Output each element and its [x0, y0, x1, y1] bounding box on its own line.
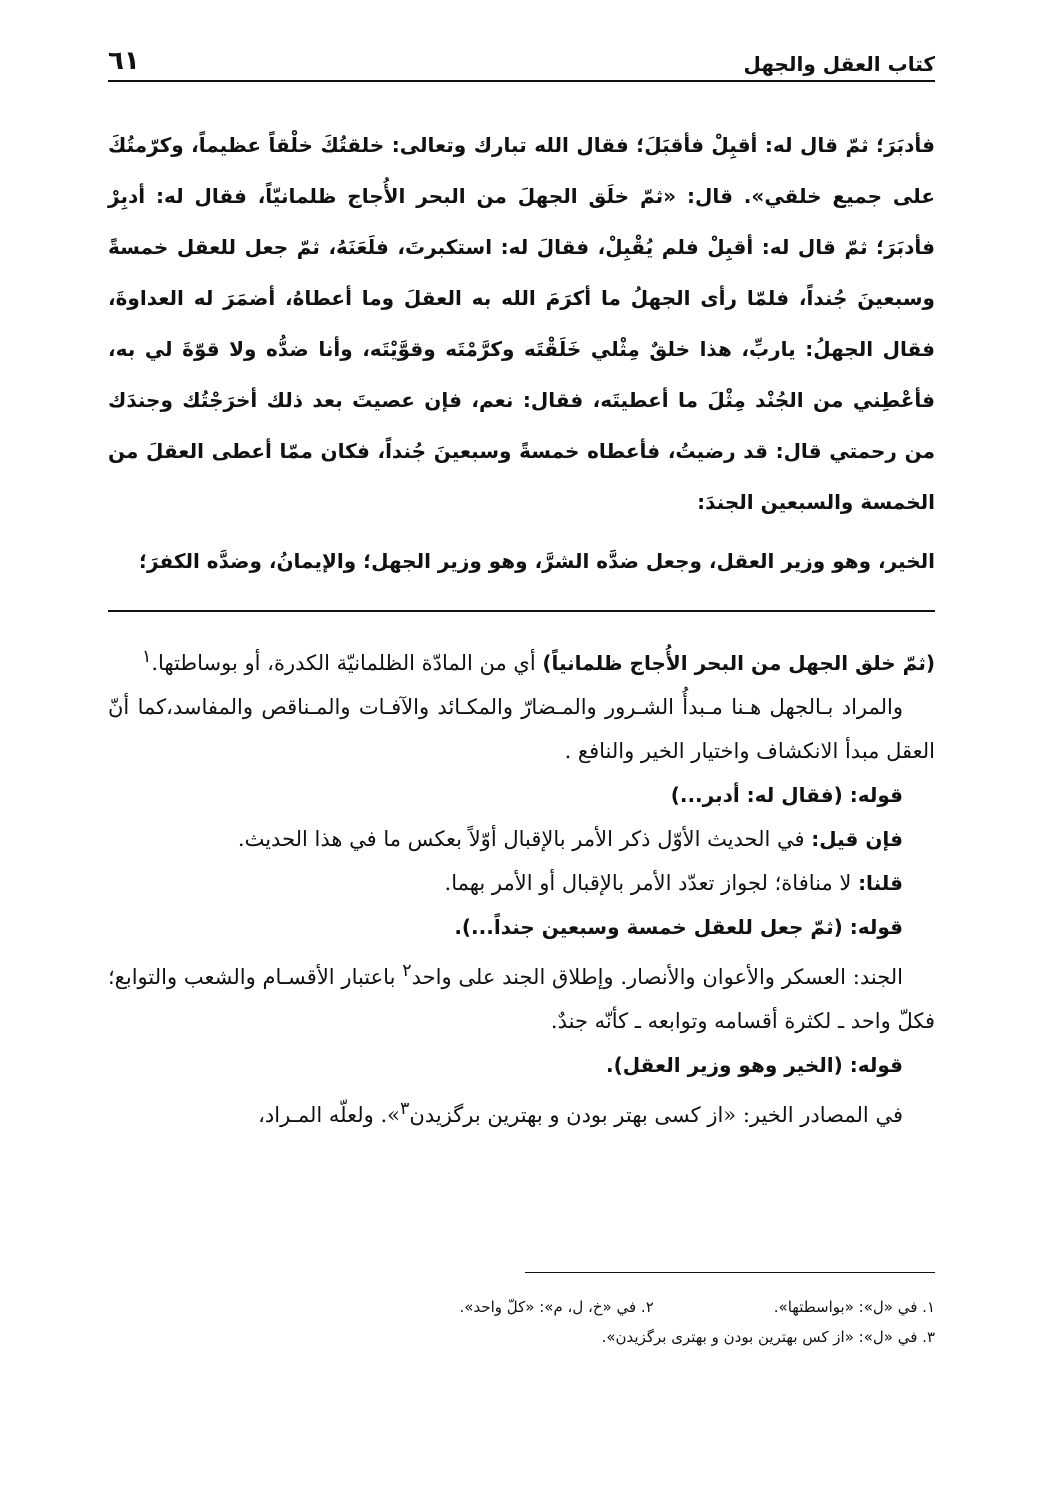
footnote-ref: ٢: [402, 961, 412, 981]
commentary-text-span: باعتبار الأقسـام والشعب والتوابع؛ فكلّ واحد ـ لكثرة أقسامه وتوابعه ـ كأنّه جندٌ.: [108, 965, 935, 1033]
commentary-text-span: أي من المادّة الظلمانيّة الكدرة، أو بوساطتها.: [151, 651, 543, 675]
commentary-text-span: في الحديث الأوّل ذكر الأمر بالإقبال أوّلاً بعكس ما في هذا الحديث.: [237, 827, 812, 851]
footnote-ref: ٣: [400, 1099, 410, 1119]
footnote-row: [108, 1292, 935, 1322]
footnote-2: ٢. في «خ، ل، م»: «كلّ واحد».: [459, 1298, 654, 1316]
commentary-text-span: لا منافاة؛ لجواز تعدّد الأمر بالإقبال أو الأمر بهما.: [444, 871, 859, 895]
footnote-3: ٣. في «ل»: «از كس بهترين بودن و بهترى برگزيدن».: [601, 1328, 935, 1346]
reply-label: قلنا:: [858, 871, 903, 895]
hadith-text: [108, 120, 935, 587]
footnote-ref: ١: [141, 647, 152, 667]
commentary-text-span: في المصادر الخير: «از كسى بهتر بودن و بهترين برگزيدن: [409, 1103, 903, 1127]
commentary-heading: قوله: (الخير وهو وزير العقل).: [605, 1053, 903, 1077]
footnote-row: [108, 1322, 935, 1352]
commentary-text-span: ». ولعلّه المـراد،: [258, 1103, 400, 1127]
commentary-heading: قوله: (فقال له: أدبر...): [670, 783, 903, 807]
commentary-paragraph: [108, 1087, 935, 1137]
footnotes: [108, 1292, 935, 1352]
page-number: ٦١: [108, 46, 140, 76]
hadith-paragraph: فأدبَرَ؛ ثمّ قال له: أقبِلْ فأقبَلَ؛ فقال الله تبارك وتعالى: خلقتُكَ خلْقاً عظيماً، وكرّمتُكَ على جميع خلقي». قال: «ثمّ خلَق الجهلَ من البحر الأُجاج ظلمانيّاً، فقال له: أدبِرْ فأدبَرَ؛ ثمّ قال له: أقبِلْ فلم يُقْبِلْ، فقالَ له: استكبرتَ، فلَعَنَهُ، ثمّ جعل للعقل خمسةً وسبعينَ جُنداً، فلمّا رأى الجهلُ ما أكرَمَ الله به العقلَ وما أعطاهُ، أضمَرَ له العداوةَ، فقال الجهلُ: ياربِّ، هذا خلقٌ مِثْلي خَلَقْتَه وكرَّمْتَه وقوَّيْتَه، وأنا ضدُّه ولا قوّةَ لي به، فأعْطِني من الجُنْد مِثْلَ ما أعطيتَه، فقال: نعم، فإن عصيتَ بعد ذلك أخرَجْتُك وجندَك من رحمتي قال: قد رضيتُ، فأعطاه خمسةً وسبعينَ جُنداً، فكان ممّا أعطى العقلَ من الخمسة والسبعين الجندَ:: [108, 133, 935, 514]
commentary-text: [108, 635, 935, 1137]
commentary-text-span: الجند: العسكر والأعوان والأنصار. وإطلاق الجند على واحد: [411, 965, 904, 989]
objection-label: فإن قيل:: [811, 827, 903, 851]
commentary-paragraph: [108, 635, 935, 685]
commentary-paragraph: والمراد بـالجهل هـنا مـبدأُ الشـرور والمـضارّ والمكـائد والآفـات والمـناقص والمفاسد،كما أنّ العقل مبدأ الانكشاف واختيار الخير والنافع .: [108, 695, 935, 763]
quoted-phrase: (ثمّ خلق الجهل من البحر الأُجاج ظلمانياً): [542, 651, 935, 675]
commentary-paragraph: [108, 817, 935, 861]
footnote-1: ١. في «ل»: «بواسطتها».: [773, 1298, 935, 1316]
commentary-heading: قوله: (ثمّ جعل للعقل خمسة وسبعين جنداً...).: [454, 915, 903, 939]
hadith-paragraph: الخير، وهو وزير العقل، وجعل ضدَّه الشرَّ، وهو وزير الجهل؛ والإيمانُ، وضدَّه الكفرَ؛: [139, 549, 935, 573]
commentary-paragraph: [108, 949, 935, 1043]
running-header: [108, 36, 935, 76]
header-divider: [108, 80, 935, 82]
book-title: كتاب العقل والجهل: [743, 52, 935, 76]
section-divider: [108, 610, 935, 612]
commentary-paragraph: [108, 861, 935, 905]
footnote-divider: [525, 1272, 935, 1273]
